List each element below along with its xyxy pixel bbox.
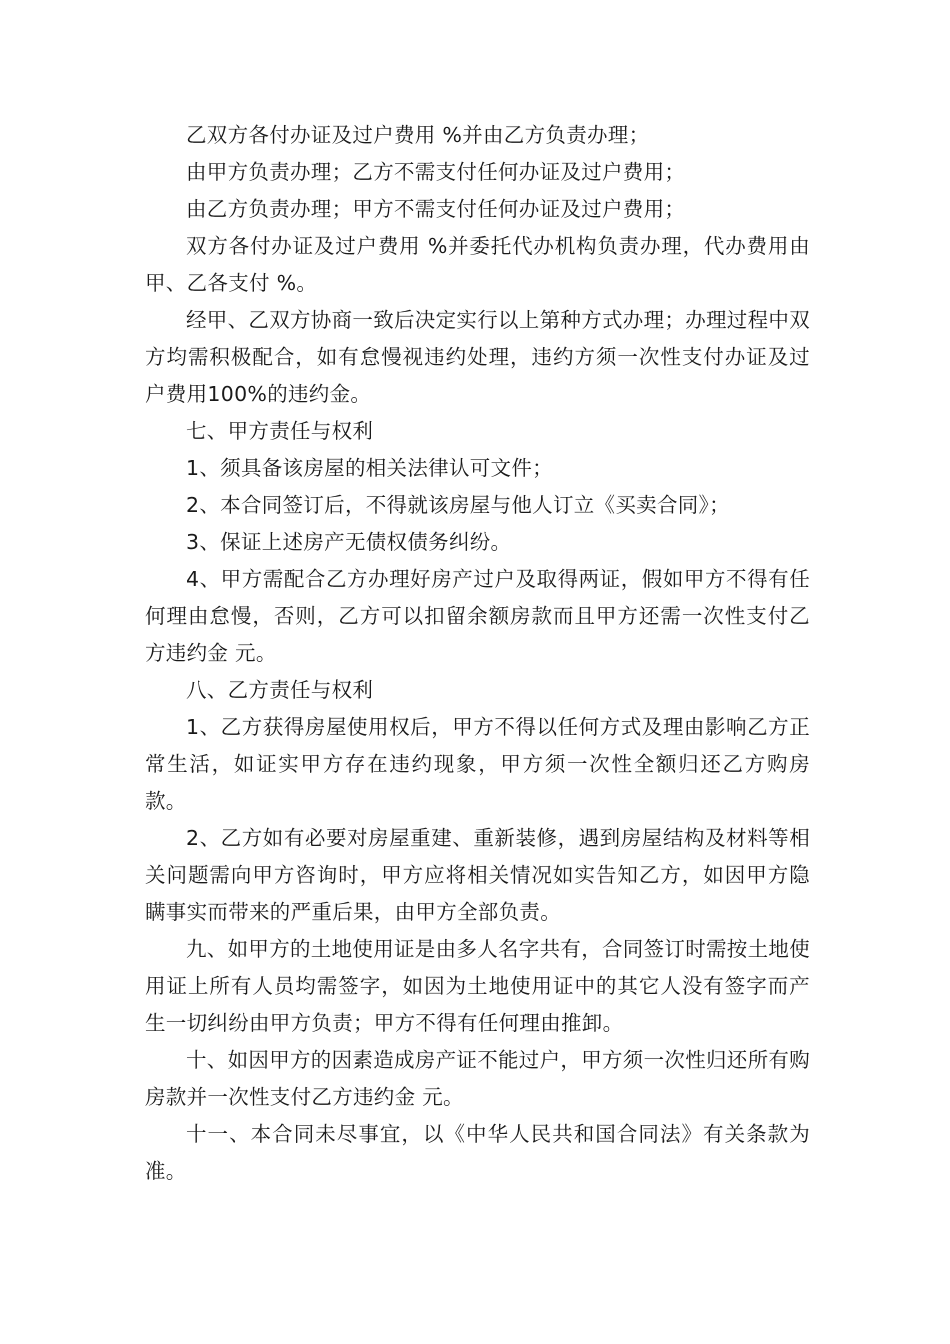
- paragraph-section-11: 十一、本合同未尽事宜，以《中华人民共和国合同法》有关条款为准。: [145, 1122, 810, 1183]
- paragraph-section-10: 十、如因甲方的因素造成房产证不能过户，甲方须一次性归还所有购房款并一次性支付乙方违约金 元。: [145, 1048, 810, 1109]
- paragraph-8-2: 2、乙方如有必要对房屋重建、重新装修，遇到房屋结构及材料等相关问题需向甲方咨询时，甲方应将相关情况如实告知乙方，如因甲方隐瞒事实而带来的严重后果，由甲方全部负责。: [145, 826, 810, 924]
- paragraph-method-agreement: 经甲、乙双方协商一致后决定实行以上第种方式办理；办理过程中双方均需积极配合，如有怠慢视违约处理，违约方须一次性支付办证及过户费用100%的违约金。: [145, 308, 810, 406]
- paragraph-agency-handles: 双方各付办证及过户费用 %并委托代办机构负责办理，代办费用由甲、乙各支付 %。: [145, 234, 810, 295]
- paragraph-7-2: 2、本合同签订后，不得就该房屋与他人订立《买卖合同》；: [186, 493, 730, 517]
- heading-section-7: 七、甲方责任与权利: [186, 419, 374, 443]
- paragraph-fee-split: 乙双方各付办证及过户费用 %并由乙方负责办理；: [186, 123, 650, 147]
- paragraph-7-4: 4、甲方需配合乙方办理好房产过户及取得两证，假如甲方不得有任何理由怠慢，否则，乙方可以扣留余额房款而且甲方还需一次性支付乙方违约金 元。: [145, 567, 810, 665]
- paragraph-party-a-handles: 由甲方负责办理；乙方不需支付任何办证及过户费用；: [186, 160, 686, 184]
- document-page: [145, 117, 810, 1190]
- paragraph-section-9: 九、如甲方的土地使用证是由多人名字共有，合同签订时需按土地使用证上所有人员均需签字，如因为土地使用证中的其它人没有签字而产生一切纠纷由甲方负责；甲方不得有任何理由推卸。: [145, 937, 810, 1035]
- heading-section-8: 八、乙方责任与权利: [186, 678, 374, 702]
- paragraph-8-1: 1、乙方获得房屋使用权后，甲方不得以任何方式及理由影响乙方正常生活，如证实甲方存在违约现象，甲方须一次性全额归还乙方购房款。: [145, 715, 810, 813]
- paragraph-party-b-handles: 由乙方负责办理；甲方不需支付任何办证及过户费用；: [186, 197, 686, 221]
- paragraph-7-1: 1、须具备该房屋的相关法律认可文件；: [186, 456, 553, 480]
- paragraph-7-3: 3、保证上述房产无债权债务纠纷。: [186, 530, 512, 554]
